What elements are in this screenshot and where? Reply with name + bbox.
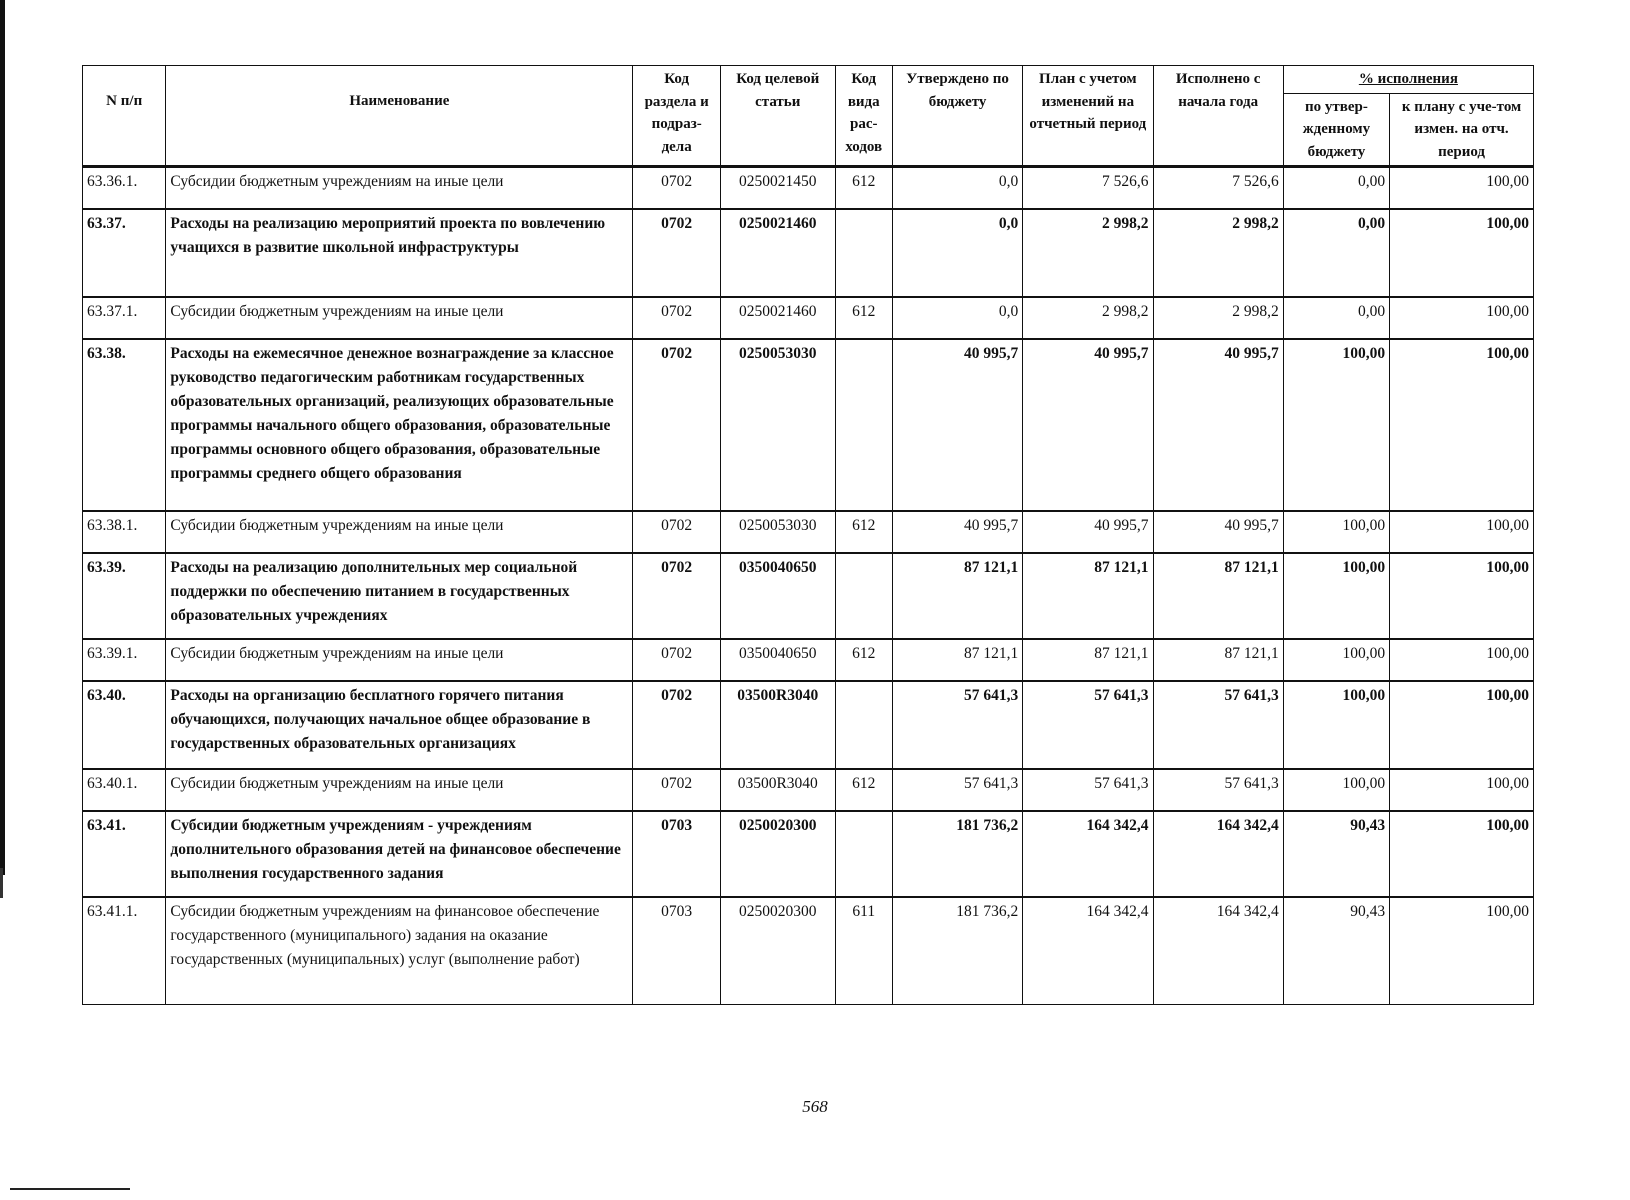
row-number: 63.37.1. xyxy=(83,297,166,339)
row-pct-plan: 100,00 xyxy=(1390,553,1534,639)
row-approved: 40 995,7 xyxy=(892,511,1022,553)
table-row xyxy=(83,769,1534,811)
row-section-code: 0702 xyxy=(633,297,721,339)
row-expense-code xyxy=(835,811,892,897)
row-expense-code: 611 xyxy=(835,897,892,1005)
row-pct-plan: 100,00 xyxy=(1390,511,1534,553)
row-number: 63.41. xyxy=(83,811,166,897)
row-target-code: 0250053030 xyxy=(720,511,835,553)
row-plan: 164 342,4 xyxy=(1023,811,1153,897)
row-pct-plan: 100,00 xyxy=(1390,681,1534,769)
row-approved: 181 736,2 xyxy=(892,897,1022,1005)
row-pct-plan: 100,00 xyxy=(1390,811,1534,897)
row-plan: 40 995,7 xyxy=(1023,339,1153,511)
row-target-code: 0250020300 xyxy=(720,811,835,897)
row-number: 63.39. xyxy=(83,553,166,639)
row-pct-budget: 100,00 xyxy=(1283,553,1389,639)
row-section-code: 0703 xyxy=(633,811,721,897)
row-pct-budget: 100,00 xyxy=(1283,769,1389,811)
header-plan: План с учетом изменений на отчетный период xyxy=(1023,66,1153,167)
row-pct-budget: 100,00 xyxy=(1283,681,1389,769)
row-executed: 57 641,3 xyxy=(1153,681,1283,769)
row-approved: 87 121,1 xyxy=(892,553,1022,639)
row-number: 63.41.1. xyxy=(83,897,166,1005)
row-executed: 2 998,2 xyxy=(1153,297,1283,339)
row-section-code: 0702 xyxy=(633,769,721,811)
row-approved: 57 641,3 xyxy=(892,769,1022,811)
header-pct-plan: к плану с уче-том измен. на отч. период xyxy=(1390,93,1534,167)
row-number: 63.36.1. xyxy=(83,167,166,209)
row-pct-budget: 90,43 xyxy=(1283,811,1389,897)
table-row xyxy=(83,339,1534,511)
row-target-code: 0250053030 xyxy=(720,339,835,511)
row-number: 63.37. xyxy=(83,209,166,297)
row-name: Субсидии бюджетным учреждениям на иные цели xyxy=(166,167,633,209)
row-approved: 181 736,2 xyxy=(892,811,1022,897)
row-target-code: 03500R3040 xyxy=(720,769,835,811)
row-pct-plan: 100,00 xyxy=(1390,209,1534,297)
row-target-code: 0350040650 xyxy=(720,639,835,681)
row-number: 63.40. xyxy=(83,681,166,769)
row-plan: 2 998,2 xyxy=(1023,209,1153,297)
row-plan: 7 526,6 xyxy=(1023,167,1153,209)
page-number: 568 xyxy=(802,1097,828,1116)
row-pct-plan: 100,00 xyxy=(1390,897,1534,1005)
row-expense-code: 612 xyxy=(835,511,892,553)
row-plan: 2 998,2 xyxy=(1023,297,1153,339)
row-executed: 87 121,1 xyxy=(1153,553,1283,639)
row-name: Расходы на реализацию дополнительных мер социальной поддержки по обеспечению питанием в государственных образовательных учреждениях xyxy=(166,553,633,639)
header-executed: Исполнено с начала года xyxy=(1153,66,1283,167)
header-expense-code: Код вида рас-ходов xyxy=(835,66,892,167)
row-expense-code: 612 xyxy=(835,639,892,681)
row-section-code: 0702 xyxy=(633,639,721,681)
row-name: Субсидии бюджетным учреждениям - учреждениям дополнительного образования детей на финансовое обеспечение выполнения государственного задания xyxy=(166,811,633,897)
row-expense-code: 612 xyxy=(835,297,892,339)
row-pct-plan: 100,00 xyxy=(1390,297,1534,339)
header-section-code: Код раздела и подраз-дела xyxy=(633,66,721,167)
row-approved: 0,0 xyxy=(892,167,1022,209)
row-name: Субсидии бюджетным учреждениям на иные цели xyxy=(166,639,633,681)
row-plan: 57 641,3 xyxy=(1023,769,1153,811)
row-target-code: 0250021460 xyxy=(720,209,835,297)
row-target-code: 0250021450 xyxy=(720,167,835,209)
table-row xyxy=(83,209,1534,297)
row-plan: 164 342,4 xyxy=(1023,897,1153,1005)
row-target-code: 03500R3040 xyxy=(720,681,835,769)
row-name: Расходы на реализацию мероприятий проекта по вовлечению учащихся в развитие школьной инфраструктуры xyxy=(166,209,633,297)
header-num: N п/п xyxy=(83,66,166,167)
row-pct-budget: 0,00 xyxy=(1283,209,1389,297)
row-executed: 40 995,7 xyxy=(1153,339,1283,511)
scan-edge-tick xyxy=(0,868,3,898)
row-number: 63.40.1. xyxy=(83,769,166,811)
row-target-code: 0250020300 xyxy=(720,897,835,1005)
header-approved: Утверждено по бюджету xyxy=(892,66,1022,167)
row-name: Субсидии бюджетным учреждениям на иные цели xyxy=(166,511,633,553)
row-executed: 7 526,6 xyxy=(1153,167,1283,209)
row-executed: 164 342,4 xyxy=(1153,897,1283,1005)
row-section-code: 0702 xyxy=(633,167,721,209)
row-pct-budget: 90,43 xyxy=(1283,897,1389,1005)
row-expense-code xyxy=(835,209,892,297)
row-expense-code: 612 xyxy=(835,167,892,209)
header-row-1 xyxy=(83,66,1534,94)
table-row xyxy=(83,897,1534,1005)
header-target-code: Код целевой статьи xyxy=(720,66,835,167)
row-plan: 40 995,7 xyxy=(1023,511,1153,553)
row-section-code: 0703 xyxy=(633,897,721,1005)
row-number: 63.38. xyxy=(83,339,166,511)
table-row xyxy=(83,167,1534,209)
table-row xyxy=(83,297,1534,339)
budget-table xyxy=(82,65,1534,1005)
row-target-code: 0250021460 xyxy=(720,297,835,339)
table-row xyxy=(83,681,1534,769)
scan-edge-bar xyxy=(0,0,5,875)
row-pct-budget: 0,00 xyxy=(1283,297,1389,339)
row-executed: 87 121,1 xyxy=(1153,639,1283,681)
row-number: 63.39.1. xyxy=(83,639,166,681)
row-section-code: 0702 xyxy=(633,681,721,769)
row-expense-code: 612 xyxy=(835,769,892,811)
table-row xyxy=(83,511,1534,553)
row-approved: 0,0 xyxy=(892,297,1022,339)
row-pct-budget: 100,00 xyxy=(1283,639,1389,681)
row-pct-plan: 100,00 xyxy=(1390,769,1534,811)
row-pct-plan: 100,00 xyxy=(1390,167,1534,209)
row-expense-code xyxy=(835,553,892,639)
row-expense-code xyxy=(835,339,892,511)
row-pct-budget: 100,00 xyxy=(1283,339,1389,511)
row-expense-code xyxy=(835,681,892,769)
row-pct-plan: 100,00 xyxy=(1390,639,1534,681)
row-name: Субсидии бюджетным учреждениям на иные цели xyxy=(166,297,633,339)
table-row xyxy=(83,553,1534,639)
row-name: Расходы на организацию бесплатного горячего питания обучающихся, получающих начальное общее образование в государственных образовательных организациях xyxy=(166,681,633,769)
header-name: Наименование xyxy=(166,66,633,167)
row-executed: 57 641,3 xyxy=(1153,769,1283,811)
header-pct-budget: по утвер-жденному бюджету xyxy=(1283,93,1389,167)
row-executed: 2 998,2 xyxy=(1153,209,1283,297)
table-row xyxy=(83,811,1534,897)
row-approved: 87 121,1 xyxy=(892,639,1022,681)
row-executed: 40 995,7 xyxy=(1153,511,1283,553)
row-pct-budget: 0,00 xyxy=(1283,167,1389,209)
row-approved: 57 641,3 xyxy=(892,681,1022,769)
header-pct-group: % исполнения xyxy=(1283,66,1533,94)
row-plan: 57 641,3 xyxy=(1023,681,1153,769)
row-name: Субсидии бюджетным учреждениям на финансовое обеспечение государственного (муниципального) задания на оказание государственных (муниципальных) услуг (выполнение работ) xyxy=(166,897,633,1005)
row-target-code: 0350040650 xyxy=(720,553,835,639)
table-row xyxy=(83,639,1534,681)
row-section-code: 0702 xyxy=(633,553,721,639)
table-body xyxy=(83,167,1534,1005)
row-number: 63.38.1. xyxy=(83,511,166,553)
row-approved: 0,0 xyxy=(892,209,1022,297)
row-section-code: 0702 xyxy=(633,339,721,511)
row-name: Субсидии бюджетным учреждениям на иные цели xyxy=(166,769,633,811)
row-approved: 40 995,7 xyxy=(892,339,1022,511)
row-section-code: 0702 xyxy=(633,511,721,553)
scan-bottom-mark xyxy=(10,1188,130,1190)
row-section-code: 0702 xyxy=(633,209,721,297)
row-pct-budget: 100,00 xyxy=(1283,511,1389,553)
row-pct-plan: 100,00 xyxy=(1390,339,1534,511)
row-plan: 87 121,1 xyxy=(1023,639,1153,681)
row-executed: 164 342,4 xyxy=(1153,811,1283,897)
row-plan: 87 121,1 xyxy=(1023,553,1153,639)
row-name: Расходы на ежемесячное денежное вознаграждение за классное руководство педагогическим работникам государственных образовательных организаций, реализующих образовательные программы начального общего образования, образовательные программы основного общего образования, образовательные программы среднего общего образования xyxy=(166,339,633,511)
